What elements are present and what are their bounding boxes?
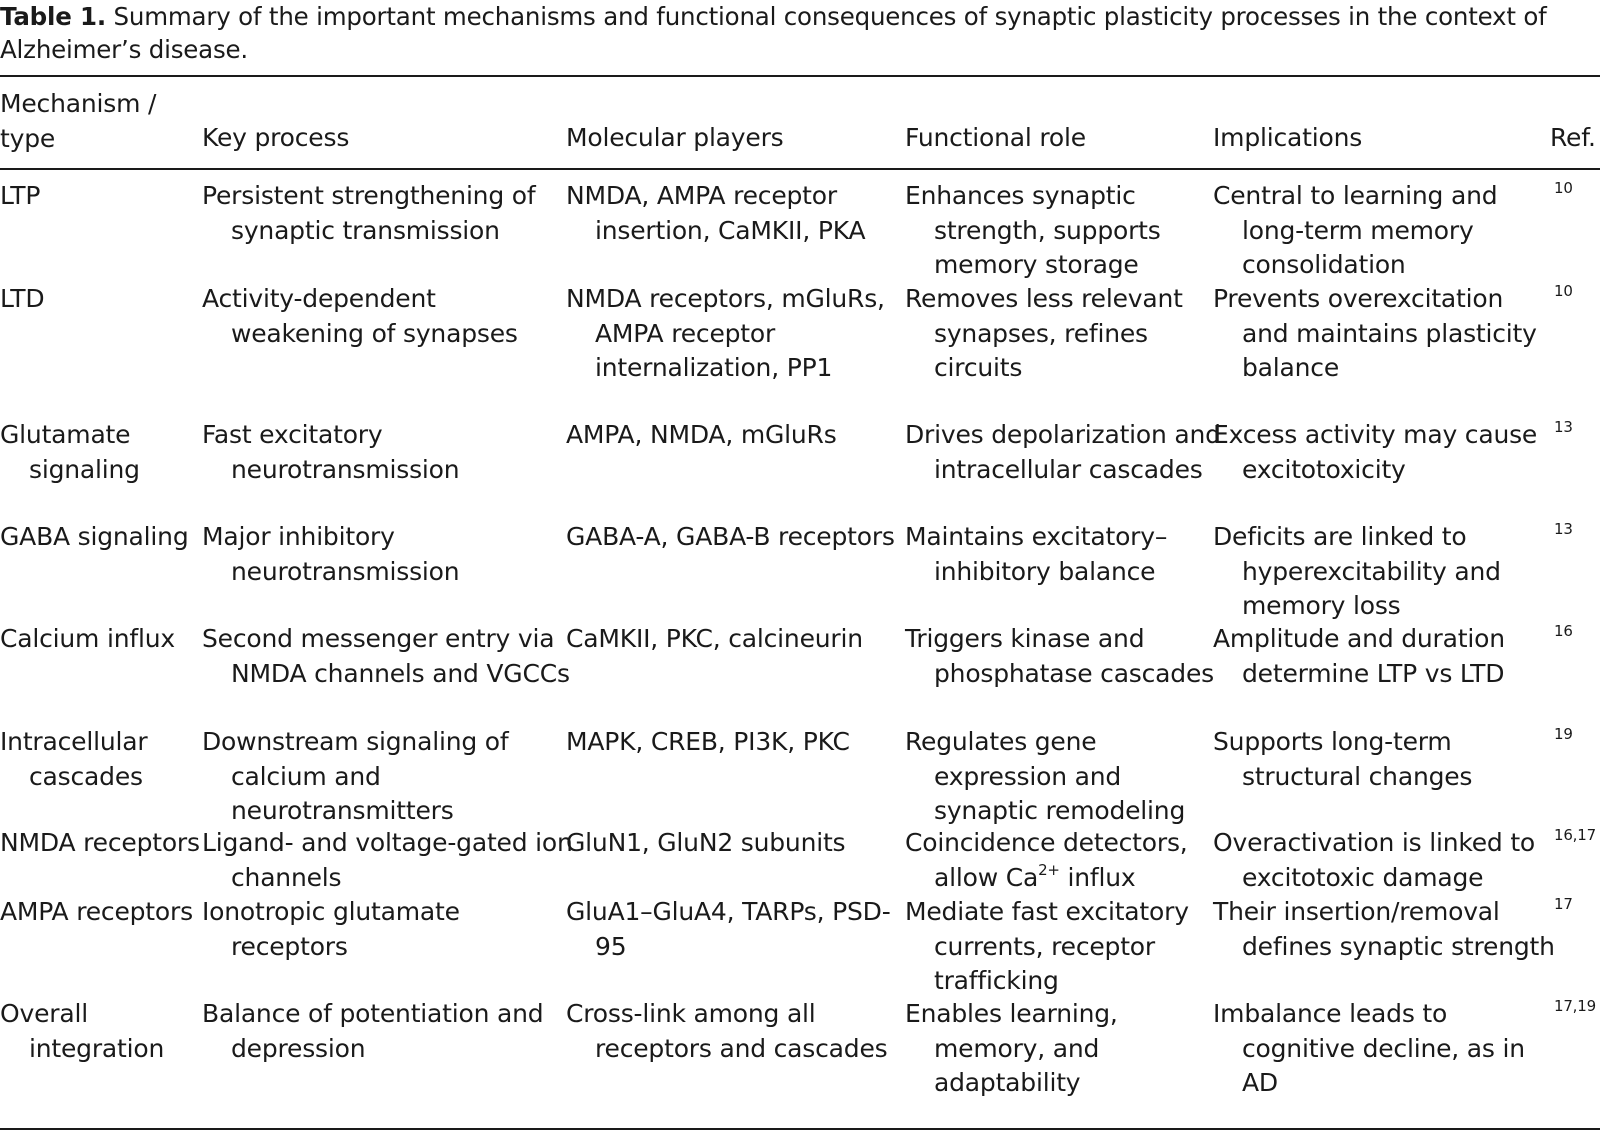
- cell-implications: Deficits are linked to hyperexcitability and memory loss: [1213, 522, 1501, 620]
- caption-text: Summary of the important mechanisms and functional consequences of synaptic plasticity processes in the context of Alzheimer’s disease.: [0, 2, 1547, 64]
- cell-mechanism: AMPA receptors: [0, 897, 193, 926]
- cell-ref: 16: [1554, 622, 1573, 640]
- cell-mechanism: LTD: [0, 284, 45, 313]
- cell-ref: 19: [1554, 725, 1573, 743]
- cell-implications: Their insertion/removal defines synaptic strength: [1213, 897, 1555, 961]
- cell-process: Second messenger entry via NMDA channels and VGCCs: [202, 624, 570, 688]
- cell-implications: Supports long-term structural changes: [1213, 727, 1473, 791]
- cell-players: GluA1–GluA4, TARPs, PSD-95: [566, 897, 891, 961]
- cell-process: Balance of potentiation and depression: [202, 999, 544, 1063]
- cell-mechanism: GABA signaling: [0, 522, 189, 551]
- cell-mechanism: Glutamate signaling: [0, 420, 140, 484]
- role-text-tail: influx: [1059, 862, 1136, 892]
- cell-ref: 13: [1554, 520, 1573, 538]
- cell-process: Ionotropic glutamate receptors: [202, 897, 460, 961]
- cell-role: Maintains excitatory–inhibitory balance: [905, 522, 1168, 586]
- header-key-process: Key process: [202, 123, 350, 152]
- top-rule: [0, 75, 1600, 77]
- cell-role: Enables learning, memory, and adaptability: [905, 999, 1118, 1097]
- cell-implications: Excess activity may cause excitotoxicity: [1213, 420, 1538, 484]
- cell-implications: Imbalance leads to cognitive decline, as in AD: [1213, 999, 1525, 1097]
- cell-ref: 10: [1554, 179, 1573, 197]
- caption-label: Table 1.: [0, 2, 106, 31]
- cell-mechanism: Overall integration: [0, 999, 165, 1063]
- cell-role: Triggers kinase and phosphatase cascades: [905, 624, 1214, 688]
- cell-players: AMPA, NMDA, mGluRs: [566, 420, 837, 449]
- cell-mechanism: NMDA receptors: [0, 828, 200, 857]
- cell-mechanism: Calcium influx: [0, 624, 175, 653]
- cell-process: Fast excitatory neurotransmission: [202, 420, 460, 484]
- cell-role: Mediate fast excitatory currents, receptor trafficking: [905, 897, 1189, 995]
- cell-mechanism: Intracellular cascades: [0, 727, 148, 791]
- cell-implications: Overactivation is linked to excitotoxic damage: [1213, 828, 1536, 892]
- cell-ref: 16,17: [1554, 826, 1596, 844]
- cell-players: Cross-link among all receptors and cascades: [566, 999, 888, 1063]
- header-ref: Ref.: [1550, 123, 1596, 152]
- cell-ref: 13: [1554, 418, 1573, 436]
- cell-role: Drives depolarization and intracellular cascades: [905, 420, 1221, 484]
- cell-ref: 17,19: [1554, 997, 1596, 1015]
- cell-role: Enhances synaptic strength, supports memory storage: [905, 181, 1161, 279]
- cell-implications: Central to learning and long-term memory consolidation: [1213, 181, 1498, 279]
- header-mechanism: Mechanism / type: [0, 89, 157, 153]
- cell-role: [905, 826, 1229, 895]
- cell-implications: Amplitude and duration determine LTP vs LTD: [1213, 624, 1505, 688]
- bottom-rule: [0, 1128, 1600, 1130]
- cell-process: Major inhibitory neurotransmission: [202, 522, 460, 586]
- header-molecular-players: Molecular players: [566, 123, 784, 152]
- cell-players: MAPK, CREB, PI3K, PKC: [566, 727, 850, 756]
- cell-players: GluN1, GluN2 subunits: [566, 828, 846, 857]
- cell-players: CaMKII, PKC, calcineurin: [566, 624, 863, 653]
- cell-players: NMDA, AMPA receptor insertion, CaMKII, PKA: [566, 181, 866, 245]
- role-text: Coincidence detectors, allow Ca: [905, 828, 1188, 892]
- header-rule: [0, 168, 1600, 170]
- cell-ref: 17: [1554, 895, 1573, 913]
- header-implications: Implications: [1213, 123, 1363, 152]
- cell-players: GABA-A, GABA-B receptors: [566, 522, 895, 551]
- cell-process: Persistent strengthening of synaptic transmission: [202, 181, 536, 245]
- cell-role: Removes less relevant synapses, refines circuits: [905, 284, 1183, 382]
- header-functional-role: Functional role: [905, 123, 1086, 152]
- table-caption: [0, 0, 1600, 66]
- cell-process: Downstream signaling of calcium and neurotransmitters: [202, 727, 509, 825]
- cell-ref: 10: [1554, 282, 1573, 300]
- cell-players: NMDA receptors, mGluRs, AMPA receptor internalization, PP1: [566, 284, 885, 382]
- cell-process: Activity-dependent weakening of synapses: [202, 284, 518, 348]
- cell-role: Regulates gene expression and synaptic remodeling: [905, 727, 1186, 825]
- cell-process: Ligand- and voltage-gated ion channels: [202, 828, 573, 892]
- cell-mechanism: LTP: [0, 181, 41, 210]
- cell-implications: Prevents overexcitation and maintains plasticity balance: [1213, 284, 1537, 382]
- charge-superscript: 2+: [1038, 860, 1060, 879]
